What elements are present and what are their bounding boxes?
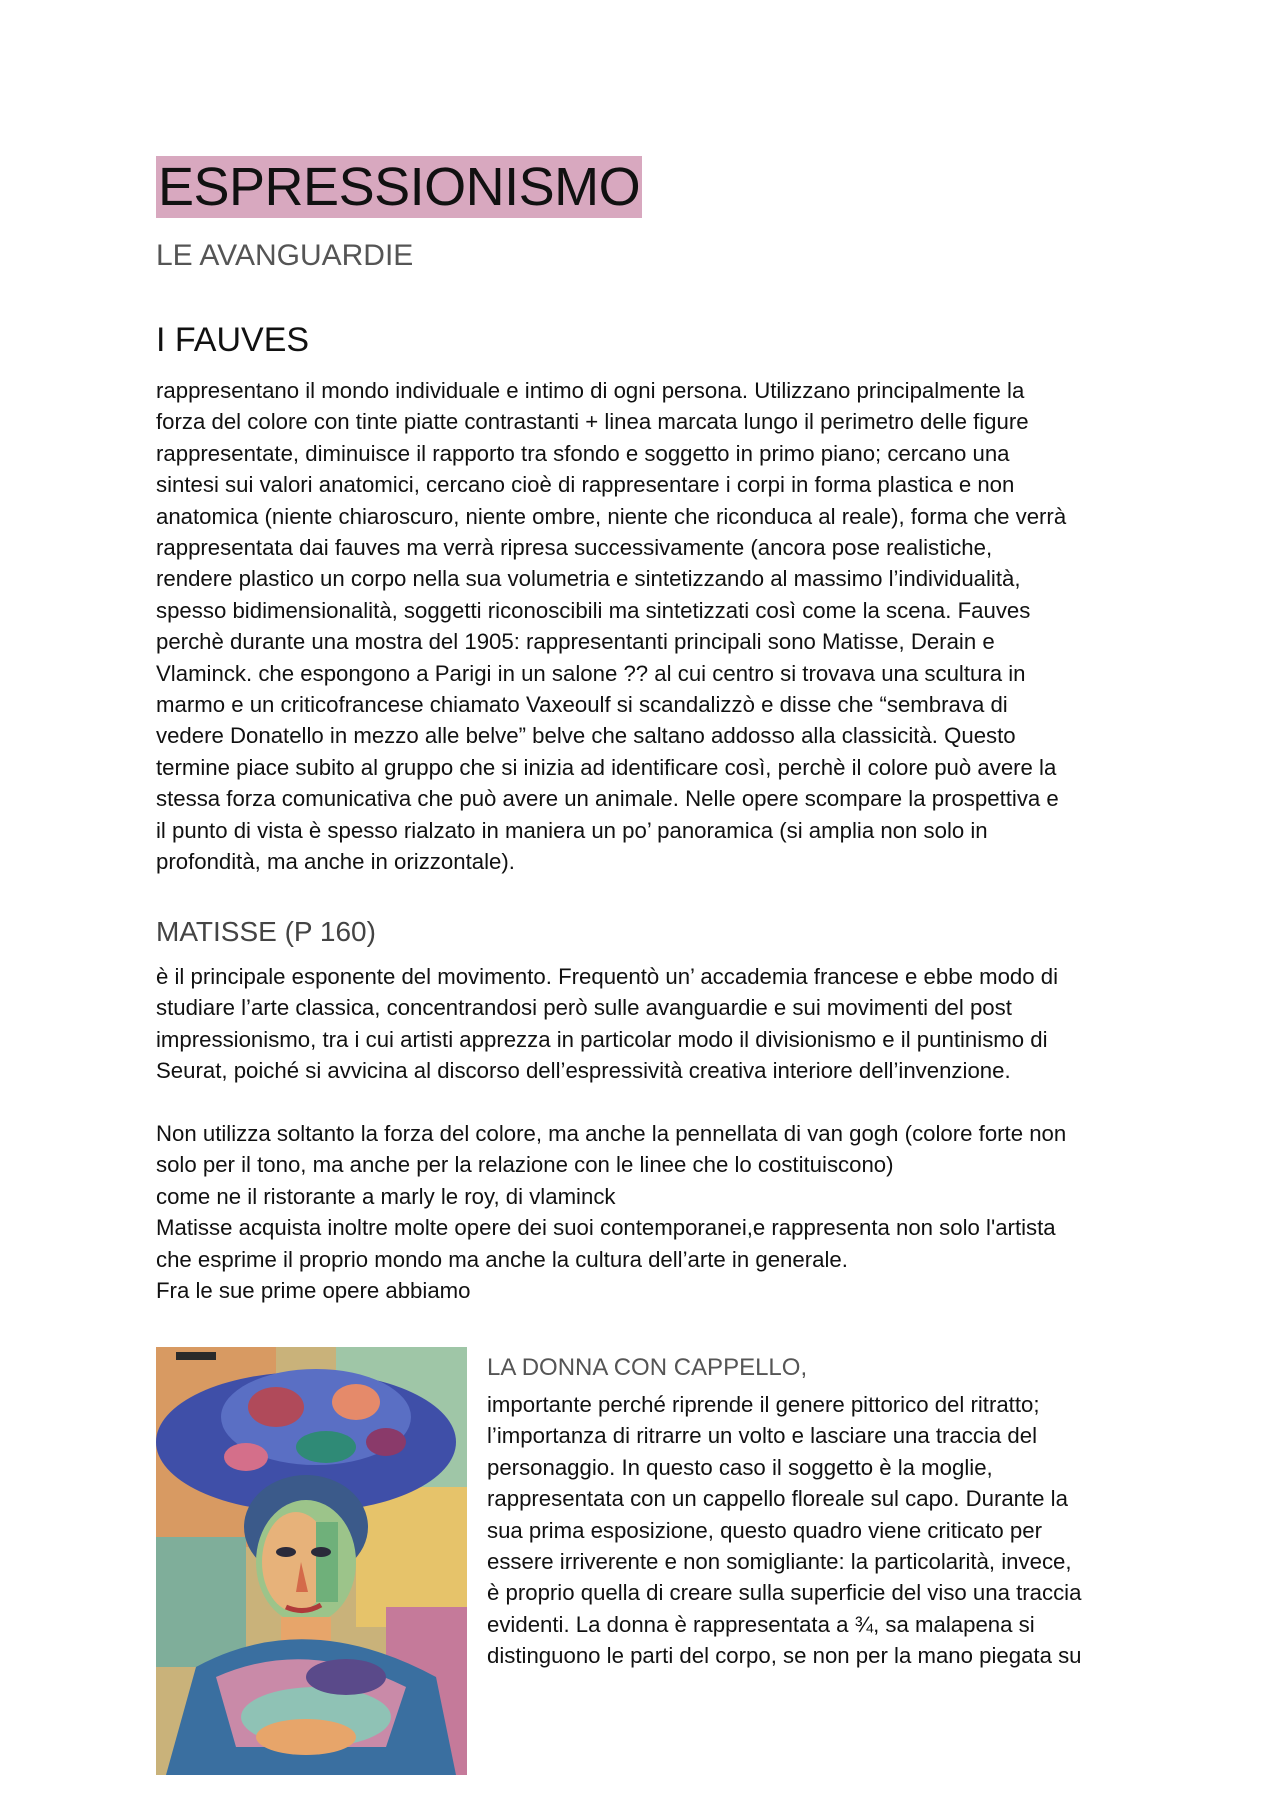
text-line: forza del colore con tinte piatte contrastanti + linea marcata lungo il perimetro delle figure (156, 409, 1029, 435)
text-line: stessa forza comunicativa che può avere un animale. Nelle opere scompare la prospettiva e (156, 786, 1059, 812)
painting-artwork (156, 1347, 467, 1775)
text-line: profondità, ma anche in orizzontale). (156, 849, 515, 875)
matisse-paragraph-2 (156, 1118, 1146, 1306)
text-line: impressionismo, tra i cui artisti apprezza in particolar modo il divisionismo e il puntinismo di (156, 1026, 1048, 1052)
section-heading-matisse: MATISSE (P 160) (156, 916, 376, 947)
page-title: ESPRESSIONISMO (158, 157, 641, 217)
text-line: rappresentano il mondo individuale e intimo di ogni persona. Utilizzano principalmente la (156, 378, 1025, 403)
text-line: personaggio. In questo caso il soggetto è la moglie, (487, 1454, 993, 1480)
page-subtitle: LE AVANGUARDIE (156, 239, 414, 272)
painting-image-woman-with-hat (156, 1347, 467, 1775)
text-line: che esprime il proprio mondo ma anche la cultura dell’arte in generale. (156, 1246, 848, 1272)
text-line: è proprio quella di creare sulla superficie del viso una traccia (487, 1580, 1082, 1606)
text-line: studiare l’arte classica, concentrandosi però sulle avanguardie e sui movimenti del post (156, 995, 1012, 1021)
section-heading-fauves: I FAUVES (156, 321, 310, 359)
artwork-title: LA DONNA CON CAPPELLO, (487, 1354, 808, 1381)
text-line: essere irriverente e non somigliante: la particolarità, invece, (487, 1549, 1072, 1575)
text-line: importante perché riprende il genere pittorico del ritratto; (487, 1392, 1040, 1417)
text-line: Fra le sue prime opere abbiamo (156, 1278, 471, 1304)
text-line: marmo e un criticofrancese chiamato Vaxeoulf si scandalizzò e disse che “sembrava di (156, 692, 1008, 718)
text-line: solo per il tono, ma anche per la relazione con le linee che lo costituiscono) (156, 1152, 894, 1178)
matisse-paragraph-1 (156, 961, 1146, 1087)
text-line: termine piace subito al gruppo che si inizia ad identificare così, perchè il colore può avere la (156, 754, 1057, 780)
text-line: Matisse acquista inoltre molte opere dei suoi contemporanei,e rappresenta non solo l'artista (156, 1215, 1056, 1241)
text-line: rendere plastico un corpo nella sua volumetria e sintetizzando al massimo l’individualità, (156, 566, 1021, 592)
text-line: spesso bidimensionalità, soggetti riconoscibili ma sintetizzati così come la scena. Fauves (156, 597, 1031, 623)
text-line: il punto di vista è spesso rialzato in maniera un po’ panoramica (si amplia non solo in (156, 817, 988, 843)
text-line: è il principale esponente del movimento. Frequentò un’ accademia francese e ebbe modo di (156, 964, 1059, 989)
text-line: rappresentata con un cappello floreale sul capo. Durante la (487, 1486, 1068, 1512)
fauves-paragraph (156, 375, 1146, 878)
text-line: evidenti. La donna è rappresentata a ¾, sa malapena si (487, 1611, 1035, 1637)
text-line: Non utilizza soltanto la forza del colore, ma anche la pennellata di van gogh (colore forte non (156, 1121, 1067, 1146)
text-line: sintesi sui valori anatomici, cercano cioè di rappresentare i corpi in forma plastica e non (156, 472, 1015, 498)
text-line: distinguono le parti del corpo, se non per la mano piegata su (487, 1643, 1082, 1669)
text-line: anatomica (niente chiaroscuro, niente ombre, niente che riconduca al reale), forma che verrà (156, 503, 1067, 529)
text-line: Vlaminck. che espongono a Parigi in un salone ?? al cui centro si trovava una scultura in (156, 660, 1026, 686)
text-line: perchè durante una mostra del 1905: rappresentanti principali sono Matisse, Derain e (156, 629, 995, 655)
text-line: vedere Donatello in mezzo alle belve” belve che saltano addosso alla classicità. Questo (156, 723, 1016, 749)
text-line: rappresentate, diminuisce il rapporto tra sfondo e soggetto in primo piano; cercano una (156, 440, 1010, 466)
artwork-description (487, 1389, 1147, 1672)
text-line: rappresentata dai fauves ma verrà ripresa successivamente (ancora pose realistiche, (156, 535, 993, 561)
text-line: Seurat, poiché si avvicina al discorso dell’espressività creativa interiore dell’invenzione. (156, 1058, 1011, 1084)
text-line: come ne il ristorante a marly le roy, di vlaminck (156, 1183, 616, 1209)
text-line: sua prima esposizione, questo quadro viene criticato per (487, 1517, 1043, 1543)
text-line: l’importanza di ritrarre un volto e lasciare una traccia del (487, 1423, 1038, 1449)
